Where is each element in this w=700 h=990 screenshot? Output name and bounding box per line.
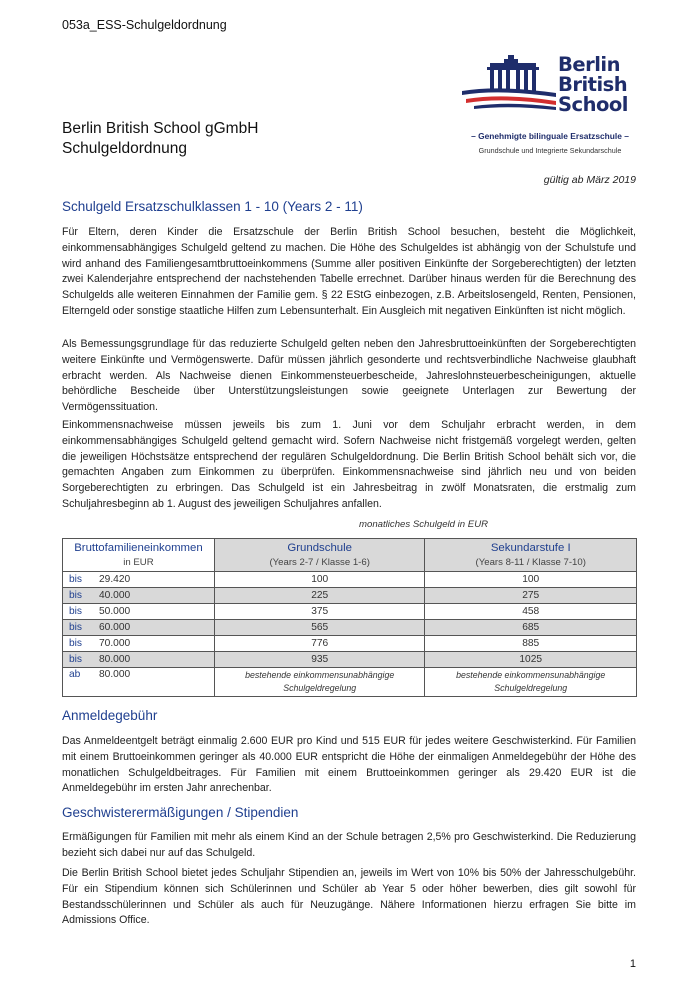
header-income: Bruttofamilieneinkommen in EUR bbox=[63, 539, 215, 572]
school-logo bbox=[460, 55, 640, 117]
table-row: bis 60.000 565 685 bbox=[63, 620, 637, 636]
table-row: bis 29.420 100 100 bbox=[63, 572, 637, 588]
logo-subtagline: Grundschule und Integrierte Sekundarschule bbox=[478, 146, 622, 155]
section-heading-registration: Anmeldegebühr bbox=[62, 708, 158, 723]
document-title bbox=[62, 119, 258, 159]
table-row: bis 50.000 375 458 bbox=[63, 604, 637, 620]
section-heading-fees: Schulgeld Ersatzschulklassen 1 - 10 (Years 2 - 11) bbox=[62, 199, 363, 214]
doc-name: Schulgeldordnung bbox=[62, 140, 187, 157]
table-row: bis 40.000 225 275 bbox=[63, 588, 637, 604]
table-header-row bbox=[63, 539, 637, 572]
valid-from: gültig ab März 2019 bbox=[543, 174, 636, 186]
file-name: 053a_ESS-Schulgeldordnung bbox=[62, 18, 227, 32]
header-secondary: Sekundarstufe I (Years 8-11 / Klasse 7-10) bbox=[425, 539, 637, 572]
logo-wordmark: Berlin British School bbox=[558, 53, 628, 116]
page-number: 1 bbox=[629, 958, 636, 970]
org-name: Berlin British School gGmbH bbox=[62, 120, 259, 137]
paragraph-fees-3: Einkommensnachweise müssen jeweils bis zum 1. Juni vor dem Schuljahr erbracht werden, in dem einkommensabhängiges Schulgeld geltend gemacht wird. Sofern Nachweise nicht fristgemäß vorgelegt werden, gelten die jeweiligen Höchstsätze entsprechend der regulären Schulgeldordnung. Die Berlin British School behält sich vor, die gemachten Angaben zum Einkommen zu überprüfen. Einkommensnachweise sind jährlich neu und von beiden Sorgeberechtigten zu erbringen. Das Schulgeld ist ein Jahresbeitrag in zwölf Monatsraten, die erstmalig zum Schuljahresbeginn ab 1. August des jeweiligen Schuljahres anfallen. bbox=[62, 419, 636, 510]
section-heading-discounts: Geschwisterermäßigungen / Stipendien bbox=[62, 805, 299, 820]
brandenburg-gate-icon bbox=[460, 55, 556, 117]
logo-tagline: – Genehmigte bilinguale Ersatzschule – bbox=[471, 131, 629, 141]
paragraph-discounts-1: Ermäßigungen für Familien mit mehr als einem Kind an der Schule betragen 2,5% pro Geschwisterkind. Die Reduzierung bezieht sich dabei nur auf das Schulgeld. bbox=[62, 831, 636, 859]
table-row: bis 70.000 776 885 bbox=[63, 636, 637, 652]
paragraph-fees-1: Für Eltern, deren Kinder die Ersatzschule der Berlin British School besuchen, besteht die Möglichkeit, einkommensabhängiges Schulgeld geltend zu machen. Die Höhe des Schulgeldes ist abhängig von der Schulstufe und wird anhand des Familiengesamtbruttoeinkommens (Summe aller positiven Einkünfte der Sorgeberechtigten) der letzten zwei Kalenderjahre entsprechend der nachstehenden Tabelle errechnet. Darüber hinaus werden für die Berechnung des Schulgelds alle weiteren Einnahmen der Familie gem. § 22 EStG einbezogen, z.B. Arbeitslosengeld, Renten, Pensionen, Elterngeld oder sonstige staatliche Hilfen zum Lebensunterhalt. Ein Ausgleich mit negativen Einkünften ist nicht möglich. bbox=[62, 226, 636, 317]
table-row: bis 80.000 935 1025 bbox=[63, 652, 637, 668]
table-row-last: ab 80.000 bestehende einkommensunabhängige Schulgeldregelung bestehende einkommensunabhängige Schulgeldregelung bbox=[63, 668, 637, 697]
fee-table bbox=[62, 538, 637, 697]
paragraph-registration: Das Anmeldeentgelt beträgt einmalig 2.600 EUR pro Kind und 515 EUR für jedes weitere Geschwisterkind. Für Familien mit einem Bruttoeinkommen geringer als 40.000 EUR entspricht die Höhe der einmaligen Anmeldegebühr der Höhe des monatlichen Schulgeldbeitrages. Für Familien mit einem Bruttoeinkommen geringer als 29.420 EUR ist die Anmeldegebühr im ersten Jahr anrechenbar. bbox=[62, 735, 636, 795]
paragraph-discounts-2: Die Berlin British School bietet jedes Schuljahr Stipendien an, jeweils im Wert von 10% bis 50% der Jahresschulgebühr. Für ein Stipendium können sich Schülerinnen und Schüler ab Year 5 oder höher bewerben, dies gilt sowohl für Bestandsschülerinnen und Schüler als auch für Neuzugänge. Nähere Informationen hierzu erfragen Sie bitte im Admissions Office. bbox=[62, 867, 636, 927]
table-caption: monatliches Schulgeld in EUR bbox=[359, 519, 489, 530]
paragraph-fees-2: Als Bemessungsgrundlage für das reduzierte Schulgeld gelten neben den Jahresbruttoeinkünften der Sorgeberechtigten weitere Einkünfte und Vermögenswerte. Dafür müssen jährlich gesonderte und rechtsverbindliche Nachweise glaubhaft erbracht werden. Als Nachweise dienen Einkommensteuerbescheide, Jahreslohnsteuerbescheinigungen, aktuelle behördliche Bescheide über Unterstützungsleistungen sowie geeignete Unterlagen zur Bewertung der Vermögenssituation. bbox=[62, 338, 636, 414]
header-primary: Grundschule (Years 2-7 / Klasse 1-6) bbox=[214, 539, 425, 572]
